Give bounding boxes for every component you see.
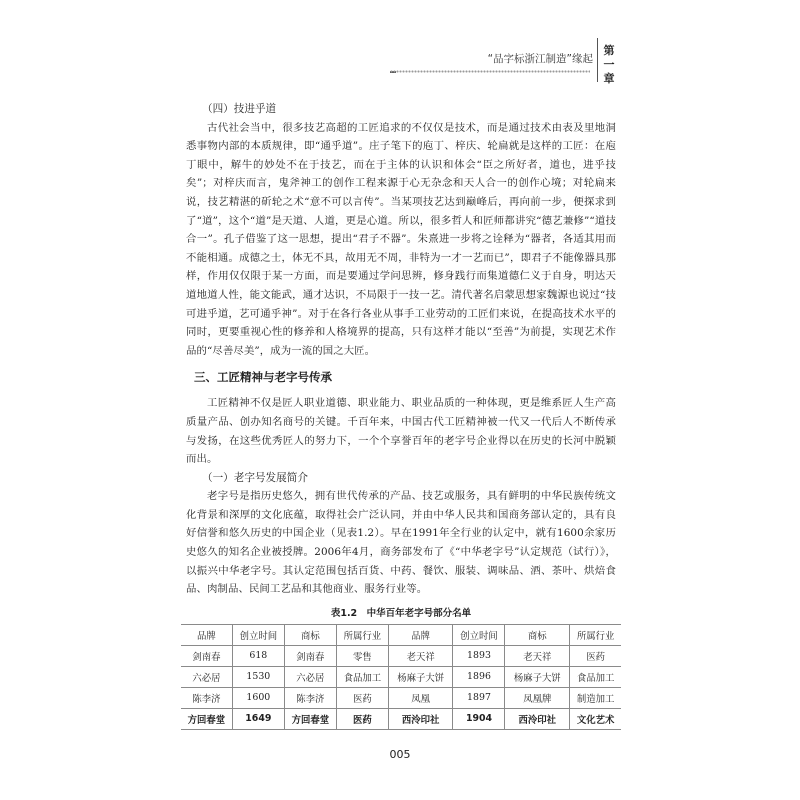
page-number: 005 bbox=[389, 748, 411, 761]
column-header: 商标 bbox=[284, 624, 336, 645]
table-cell: 食品加工 bbox=[570, 666, 621, 687]
column-header: 商标 bbox=[505, 624, 570, 645]
section-title: 三、工匠精神与老字号传承 bbox=[194, 370, 332, 385]
table-cell: 1600 bbox=[232, 687, 284, 708]
paragraph: 老字号是指历史悠久，拥有世代传承的产品、技艺或服务，具有鲜明的中华民族传统文化背景和深厚的文化底蕴，取得社会广泛认同，并由中华人民共和国商务部认定的，具有良好信誉和悠久历史的中国企业（见表1.2）。早在1991年全行业的认定中，就有1600余家历史悠久的知名企业被授牌。2006年4月，商务部发布了《“中华老字号”认定规范（试行）》，以振兴中华老字号。其认定范围包括百货、中药、餐饮、服装、调味品、酒、茶叶、烘焙食品、肉制品、民间工艺品和其他商业、服务行业等。 bbox=[186, 490, 616, 596]
column-header: 所属行业 bbox=[570, 624, 621, 645]
table-cell: 六必居 bbox=[284, 666, 336, 687]
table-cell: 食品加工 bbox=[336, 666, 388, 687]
table-cell: 杨麻子大饼 bbox=[388, 666, 453, 687]
brand-table bbox=[181, 624, 621, 730]
subsection-title: （四）技进乎道 bbox=[202, 103, 277, 115]
table-cell: 制造加工 bbox=[570, 687, 621, 708]
table-cell: 医药 bbox=[336, 708, 388, 729]
table-row bbox=[181, 708, 621, 729]
table-cell: 凤凰牌 bbox=[505, 687, 570, 708]
table-cell: 1530 bbox=[232, 666, 284, 687]
table-cell: 剑南春 bbox=[181, 645, 232, 666]
column-header: 品牌 bbox=[181, 624, 232, 645]
chapter-char: 第 bbox=[603, 44, 615, 57]
chapter-char: 一 bbox=[603, 58, 615, 71]
table-cell: 零售 bbox=[336, 645, 388, 666]
table-cell: 杨麻子大饼 bbox=[505, 666, 570, 687]
page-body bbox=[186, 100, 616, 730]
chapter-marker bbox=[601, 44, 617, 86]
table-cell: 医药 bbox=[570, 645, 621, 666]
table-cell: 618 bbox=[232, 645, 284, 666]
table-cell: 六必居 bbox=[181, 666, 232, 687]
table-cell: 1893 bbox=[453, 645, 505, 666]
table-header-row bbox=[181, 624, 621, 645]
header-divider bbox=[597, 38, 598, 82]
table-cell: 陈李济 bbox=[284, 687, 336, 708]
table-row bbox=[181, 687, 621, 708]
subsection-title: （一）老字号发展简介 bbox=[202, 471, 308, 484]
column-header: 品牌 bbox=[388, 624, 453, 645]
table-cell: 医药 bbox=[336, 687, 388, 708]
header-dotted-rule bbox=[390, 70, 590, 73]
column-header: 创立时间 bbox=[232, 624, 284, 645]
table-cell: 老天祥 bbox=[505, 645, 570, 666]
table-cell: 陈李济 bbox=[181, 687, 232, 708]
paragraph: 工匠精神不仅是匠人职业道德、职业能力、职业品质的一种体现，更是维系匠人生产高质量产品、创办知名商号的关键。千百年来，中国古代工匠精神被一代又一代后人不断传承与发扬，在这些优秀匠人的努力下，一个个享誉百年的老字号企业得以在历史的长河中脱颖而出。 bbox=[186, 397, 616, 466]
table-cell: 1896 bbox=[453, 666, 505, 687]
table-cell: 方回春堂 bbox=[181, 708, 232, 729]
table-cell: 西泠印社 bbox=[388, 708, 453, 729]
table-cell: 老天祥 bbox=[388, 645, 453, 666]
column-header: 创立时间 bbox=[453, 624, 505, 645]
table-cell: 文化艺术 bbox=[570, 708, 621, 729]
paragraph: 古代社会当中，很多技艺高超的工匠追求的不仅仅是技术，而是通过技术由表及里地洞悉事物内部的本质规律，即“通乎道”。庄子笔下的庖丁、梓庆、轮扁就是这样的工匠：在庖丁眼中，解牛的妙处不在于技艺，而在于主体的认识和体会“臣之所好者，道也，进乎技矣”；对梓庆而言，鬼斧神工的创作工程来源于心无杂念和天人合一的创作心境；对轮扁来说，技艺精湛的斫轮之术“意不可以言传”。当某项技艺达到巅峰后，再向前一步，便探求到了“道”，这个“道”是天道、人道，更是心道。所以，很多哲人和匠师都讲究“德艺兼修”“道技合一”。孔子借鉴了这一思想，提出“君子不器”。朱熹进一步将之诠释为“器者，各适其用而不能相通。成德之士，体无不具，故用无不周，非特为一才一艺而已”，即君子不能像器具那样，作用仅仅限于某一方面，而是要通过学问思辨，修身践行而集道德仁义于自身，明达天道地道人性，能文能武，通才达识，不局限于一技一艺。清代著名启蒙思想家魏源也说过“技可进乎道，艺可通乎神”。对于在各行各业从事手工业劳动的工匠们来说，在提高技术水平的同时，更要重视心性的修养和人格境界的提高，只有这样才能以“至善”为前提，实现艺术作品的“尽善尽美”，成为一流的国之大匠。 bbox=[186, 121, 616, 357]
column-header: 所属行业 bbox=[336, 624, 388, 645]
table-cell: 凤凰 bbox=[388, 687, 453, 708]
table-cell: 西泠印社 bbox=[505, 708, 570, 729]
table-cell: 1897 bbox=[453, 687, 505, 708]
table-row bbox=[181, 645, 621, 666]
table-cell: 剑南春 bbox=[284, 645, 336, 666]
table-cell: 1649 bbox=[232, 708, 284, 729]
table-caption: 表1.2 中华百年老字号部分名单 bbox=[330, 607, 472, 619]
table-cell: 1904 bbox=[453, 708, 505, 729]
table-row bbox=[181, 666, 621, 687]
running-header: “品字标浙江制造”缘起 bbox=[487, 53, 593, 65]
chapter-char: 章 bbox=[603, 72, 615, 85]
table-cell: 方回春堂 bbox=[284, 708, 336, 729]
